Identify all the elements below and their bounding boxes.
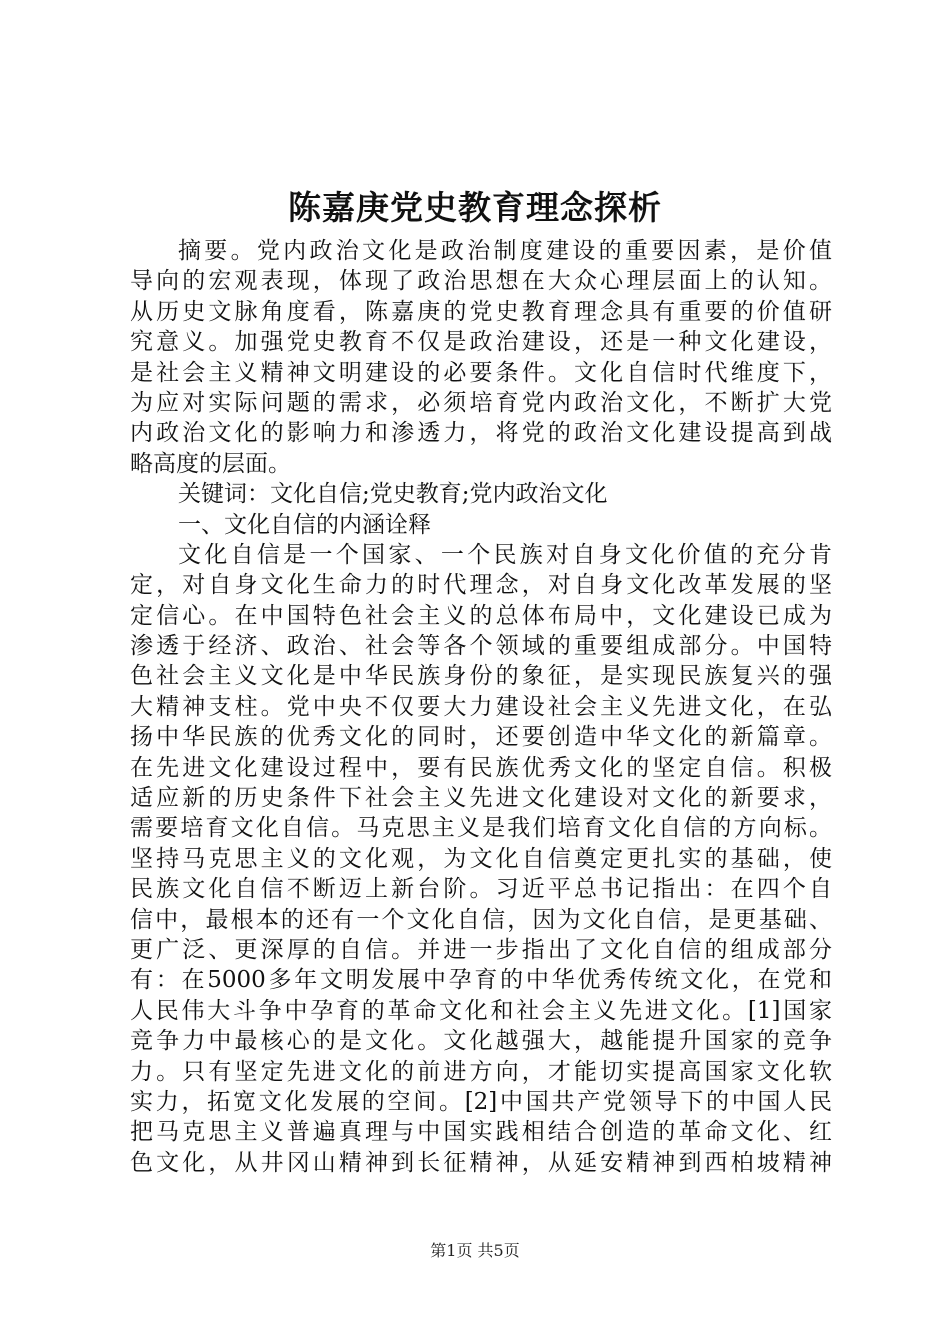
text-line: 导向的宏观表现，体现了政治思想在大众心理层面上的认知。 — [130, 268, 832, 295]
text-line: 在先进文化建设过程中，要有民族优秀文化的坚定自信。积极 — [130, 754, 832, 781]
text-line: 更广泛、更深厚的自信。并进一步指出了文化自信的组成部分 — [130, 936, 832, 963]
text-line: 为应对实际问题的需求，必须培育党内政治文化，不断扩大党 — [130, 389, 832, 416]
text-line: 把马克思主义普遍真理与中国实践相结合创造的革命文化、红 — [130, 1119, 832, 1146]
text-line: 从历史文脉角度看，陈嘉庚的党史教育理念具有重要的价值研 — [130, 298, 832, 325]
text-line: 需要培育文化自信。马克思主义是我们培育文化自信的方向标。 — [130, 815, 832, 842]
text-line: 渗透于经济、政治、社会等各个领域的重要组成部分。中国特 — [130, 633, 832, 660]
text-line: 文化自信是一个国家、一个民族对自身文化价值的充分肯 — [178, 541, 832, 568]
text-line: 是社会主义精神文明建设的必要条件。文化自信时代维度下， — [130, 359, 832, 386]
text-line: 定，对自身文化生命力的时代理念，对自身文化改革发展的坚 — [130, 572, 832, 599]
page-footer: 第1页 共5页 — [430, 1241, 520, 1260]
text-line: 一、文化自信的内涵诠释 — [178, 511, 431, 538]
text-line: 人民伟大斗争中孕育的革命文化和社会主义先进文化。[1]国家 — [130, 997, 832, 1024]
text-line: 有：在5000多年文明发展中孕育的中华优秀传统文化，在党和 — [130, 967, 832, 994]
text-line: 色文化，从井冈山精神到长征精神，从延安精神到西柏坡精神 — [130, 1149, 832, 1176]
text-line: 扬中华民族的优秀文化的同时，还要创造中华文化的新篇章。 — [130, 724, 832, 751]
text-line: 定信心。在中国特色社会主义的总体布局中，文化建设已成为 — [130, 602, 832, 629]
text-line: 力。只有坚定先进文化的前进方向，才能切实提高国家文化软 — [130, 1058, 832, 1085]
text-line: 大精神支柱。党中央不仅要大力建设社会主义先进文化，在弘 — [130, 693, 832, 720]
text-line: 色社会主义文化是中华民族身份的象征，是实现民族复兴的强 — [130, 663, 832, 690]
text-line: 信中，最根本的还有一个文化自信，因为文化自信，是更基础、 — [130, 906, 832, 933]
text-line: 究意义。加强党史教育不仅是政治建设，还是一种文化建设， — [130, 329, 832, 356]
text-line: 略高度的层面。 — [130, 450, 291, 477]
text-line: 坚持马克思主义的文化观，为文化自信奠定更扎实的基础，使 — [130, 845, 832, 872]
text-line: 实力，拓宽文化发展的空间。[2]中国共产党领导下的中国人民 — [130, 1088, 832, 1115]
text-line: 关键词：文化自信;党史教育;党内政治文化 — [178, 481, 608, 508]
text-line: 适应新的历史条件下社会主义先进文化建设对文化的新要求， — [130, 785, 832, 812]
text-line: 摘要。党内政治文化是政治制度建设的重要因素，是价值 — [178, 238, 832, 264]
document-body — [130, 236, 832, 1178]
text-line: 竞争力中最核心的是文化。文化越强大，越能提升国家的竞争 — [130, 1028, 832, 1055]
text-line: 内政治文化的影响力和渗透力，将党的政治文化建设提高到战 — [130, 420, 832, 447]
document-title: 陈嘉庚党史教育理念探析 — [288, 188, 662, 227]
text-line: 民族文化自信不断迈上新台阶。习近平总书记指出：在四个自 — [130, 876, 832, 903]
